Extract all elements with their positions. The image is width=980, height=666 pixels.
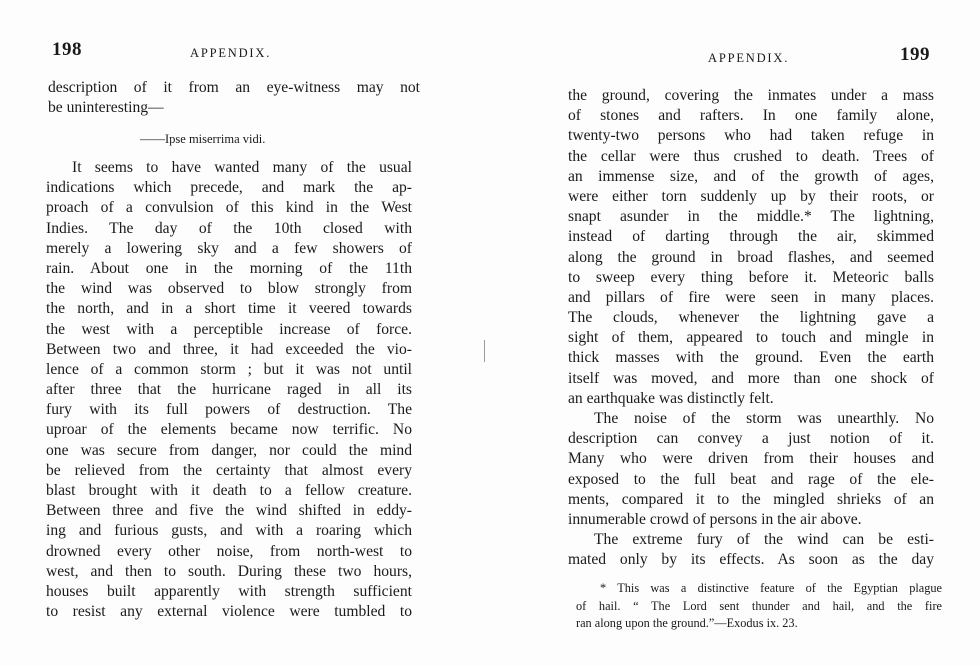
- text-line: description can convey a just notion of it.: [568, 430, 934, 448]
- left-intro-text: [48, 78, 420, 118]
- text-line: fury with its full powers of destruction. The: [46, 401, 412, 419]
- text-line: of stones and rafters. In one family alone,: [568, 107, 934, 125]
- text-line: sight of them, appeared to touch and mingle in: [568, 329, 934, 347]
- footnote-line: * This was a distinctive feature of the Egyptian plague: [600, 581, 942, 595]
- text-line: be relieved from the certainty that almost every: [46, 461, 412, 479]
- text-line: one was secure from danger, nor could the mind: [46, 441, 412, 459]
- text-line: houses built apparently with strength sufficient: [46, 582, 412, 600]
- text-line: drowned every other noise, from north-west to: [46, 542, 412, 560]
- right-folio: 199: [900, 44, 930, 65]
- footnote: [576, 580, 942, 633]
- text-line: the north, and in a short time it veered towards: [46, 300, 412, 318]
- text-line: twenty-two persons who had taken refuge in: [568, 127, 934, 145]
- text-line: the wind was observed to blow strongly from: [46, 280, 412, 298]
- text-line: blast brought with it death to a fellow creature.: [46, 482, 412, 499]
- text-line: merely a lowering sky and a few showers of: [46, 239, 412, 257]
- text-line: along the ground in broad flashes, and seemed: [568, 248, 934, 266]
- text-line: The clouds, whenever the lightning gave a: [568, 309, 934, 327]
- text-line: instead of darting through the air, skimmed: [568, 228, 934, 246]
- text-line: be uninteresting—: [48, 99, 164, 117]
- text-line: lence of a common storm ; but it was not until: [46, 360, 412, 378]
- text-line: snapt asunder in the middle.* The lightning,: [568, 208, 934, 226]
- text-line: proach of a convulsion of this kind in the West: [46, 199, 412, 217]
- text-line: ing and furious gusts, and with a roaring which: [46, 522, 412, 540]
- text-line: the ground, covering the inmates under a mass: [568, 87, 934, 104]
- text-line: after three that the hurricane raged in all its: [46, 381, 412, 399]
- text-line: the cellar were thus crushed to death. Trees of: [568, 147, 934, 165]
- right-paragraph-1: [568, 86, 934, 571]
- left-folio: 198: [52, 39, 82, 60]
- text-line: Between three and five the wind shifted in eddy-: [46, 502, 412, 520]
- text-line: to sweep every thing before it. Meteoric balls: [568, 268, 934, 286]
- text-line: Many who were driven from their houses and: [568, 450, 934, 468]
- text-line: thick masses with the ground. Even the earth: [568, 349, 934, 367]
- epigraph: ——Ipse miserrima vidi.: [140, 132, 266, 146]
- left-paragraph: [46, 158, 412, 622]
- text-line: Between two and three, it had exceeded the vio-: [46, 340, 412, 358]
- footnote-line: of hail. “ The Lord sent thunder and hail, and the fire: [576, 598, 942, 613]
- text-line: rain. About one in the morning of the 11th: [46, 259, 412, 277]
- text-line: It seems to have wanted many of the usual: [72, 159, 412, 176]
- right-running-head: APPENDIX.: [708, 51, 790, 65]
- text-line: to resist any external violence were tumbled to: [46, 603, 412, 621]
- left-running-head: APPENDIX.: [190, 46, 272, 60]
- gutter-mark: [484, 340, 485, 362]
- text-line: innumerable crowd of persons in the air above.: [568, 510, 862, 528]
- text-line: The extreme fury of the wind can be esti-: [594, 531, 934, 549]
- text-line: an earthquake was distinctly felt.: [568, 389, 774, 407]
- text-line: and pillars of fire were seen in many places.: [568, 288, 934, 306]
- text-line: mated only by its effects. As soon as the day: [568, 551, 934, 569]
- text-line: uproar of the elements became now terrific. No: [46, 421, 412, 439]
- text-line: were either torn suddenly up by their roots, or: [568, 187, 934, 205]
- footnote-line: ran along upon the ground.”—Exodus ix. 23.: [576, 616, 798, 630]
- text-line: description of it from an eye-witness may not: [48, 79, 420, 96]
- text-line: exposed to the full beat and rage of the ele-: [568, 470, 934, 488]
- text-line: west, and then to south. During these two hours,: [46, 562, 412, 580]
- text-line: an immense size, and of the growth of ages,: [568, 167, 934, 185]
- text-line: ments, compared it to the mingled shrieks of an: [568, 490, 934, 508]
- text-line: indications which precede, and mark the ap-: [46, 179, 412, 197]
- text-line: Indies. The day of the 10th closed with: [46, 219, 412, 237]
- text-line: The noise of the storm was unearthly. No: [594, 410, 934, 427]
- text-line: the west with a perceptible increase of force.: [46, 320, 412, 338]
- text-line: itself was moved, and more than one shock of: [568, 369, 934, 387]
